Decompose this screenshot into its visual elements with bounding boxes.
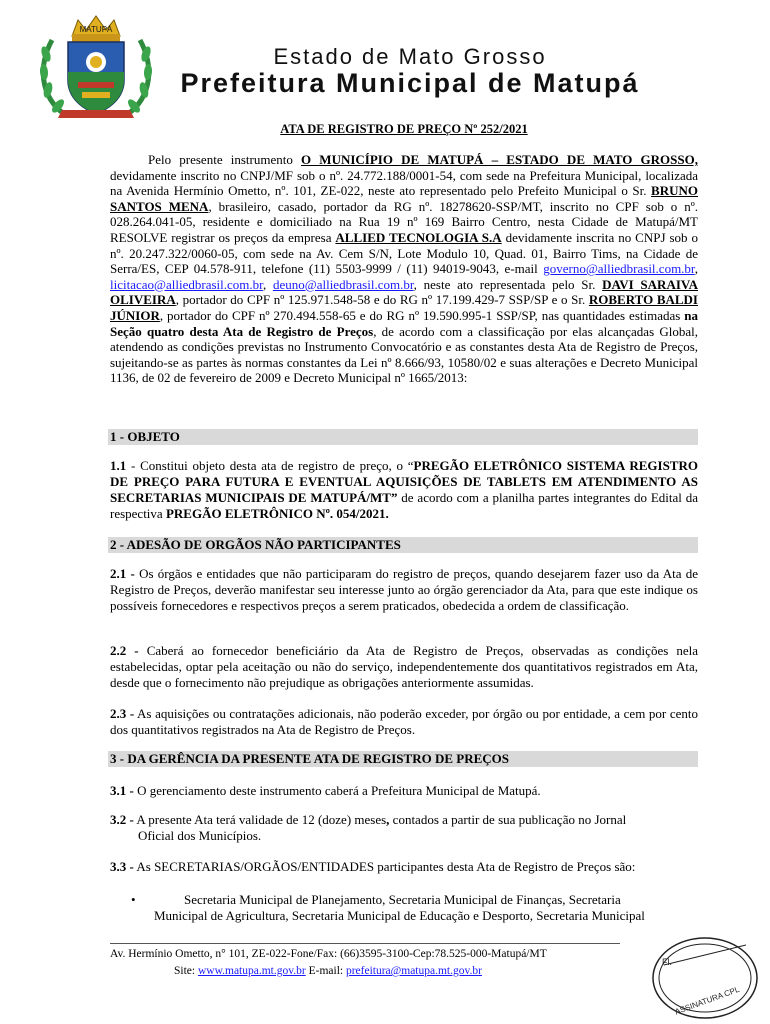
representative-1: DAVI SARAIVA OLIVEIRA	[110, 276, 698, 308]
signature-stamp	[650, 935, 760, 1021]
coat-label: MATUPÁ	[79, 25, 113, 34]
municipality-name: Prefeitura Municipal de Matupá	[180, 68, 640, 98]
prefeito-name: BRUNO SANTOS MENA	[110, 183, 698, 214]
coat-of-arms-icon	[34, 10, 158, 122]
stamp-text: ASSINATURA CPL	[673, 984, 741, 1017]
section-heading-adesao: 2 - ADESÃO DE ORGÃOS NÃO PARTICIPANTES	[108, 537, 698, 553]
clause-1-1: 1.1 - Constitui objeto desta ata de registro de preço, o “PREGÃO ELETRÔNICO SISTEMA REGISTRO DE PREÇO PARA FUTURA E EVENTUAL AQUISIÇÕES DE TABLETS EM ATENDIMENTO AS SECRETARIAS MUNICIPAIS DE MATUPÁ/MT” de acordo com a planilha partes integrantes do Edital da respectiva PREGÃO ELETRÔNICO Nº. 054/2021.	[110, 458, 698, 521]
email-link-deuno[interactable]: deuno@alliedbrasil.com.br	[272, 276, 414, 292]
stamp-fl: Fl.	[662, 957, 672, 967]
intro-paragraph: Pelo presente instrumento O MUNICÍPIO DE MATUPÁ – ESTADO DE MATO GROSSO, devidamente inscrito no CNPJ/MF sob o nº. 24.772.188/0001-54, com sede na Prefeitura Municipal, localizada na Avenida Hermínio Ometto, nº. 101, ZE-022, neste ato representado pelo Prefeito Municipal o Sr. BRUNO SANTOS MENA, brasileiro, casado, portador da RG nº. 18278620-SSP/MT, inscrito no CPF sob o nº. 028.264.041-05, residente e domiciliado na Rua 19 nº 169 Bairro Centro, nesta Cidade de Matupá/MT RESOLVE registrar os preços da empresa ALLIED TECNOLOGIA S.A devidamente inscrita no CNPJ sob o nº. 20.247.322/0060-05, com sede na Av. Cem S/N, Lote Modulo 10, Quad. 01, Bairro Tims, na Cidade de Serra/ES, CEP 04.578-911, telefone (11) 5503-9999 / (11) 94019-9043, e-mail governo@alliedbrasil.com.br, licitacao@alliedbrasil.com.br, deuno@alliedbrasil.com.br, neste ato representada pelo Sr. DAVI SARAIVA OLIVEIRA, portador do CPF nº 125.971.548-58 e do RG nº 17.199.429-7 SSP/SP e o Sr. ROBERTO BALDI JÚNIOR, portador do CPF nº 270.494.558-65 e do RG nº 19.590.995-1 SSP/SP, nas quantidades estimadas na Seção quatro desta Ata de Registro de Preços, de acordo com a classificação por elas alcançadas Global, atendendo as condições previstas no Instrumento Convocatório e as constantes desta Ata de Registro de Preços, sujeitando-se as partes às normas constantes da Lei nº 8.666/93, 10580/02 e suas alterações e Decreto Municipal 1136, de 02 de fevereiro de 2009 e Decreto Municipal nº 1665/2013:	[110, 152, 698, 386]
section-heading-gerencia: 3 - DA GERÊNCIA DA PRESENTE ATA DE REGISTRO DE PREÇOS	[108, 751, 698, 767]
site-link[interactable]: www.matupa.mt.gov.br	[197, 965, 306, 977]
clause-3-2: 3.2 - A presente Ata terá validade de 12 (doze) meses, contados a partir de sua publicação no Jornal Oficial dos Municípios.	[110, 812, 627, 843]
municipio-name: O MUNICÍPIO DE MATUPÁ – ESTADO DE MATO GROSSO,	[301, 152, 698, 167]
clause-2-2: 2.2 - Caberá ao fornecedor beneficiário da Ata de Registro de Preços, observadas as condições nela estabelecidas, optar pela aceitação ou não do serviço, independentemente dos quantitativos registrados em Ata, desde que o fornecimento não prejudique as obrigações anteriormente assumidas.	[110, 643, 698, 690]
clause-3-3: 3.3 - As SECRETARIAS/ORGÃOS/ENTIDADES participantes desta Ata de Registro de Preços são:	[110, 859, 636, 874]
company-name: ALLIED TECNOLOGIA S.A	[335, 229, 502, 245]
list-item: Secretaria Municipal de Planejamento, Secretaria Municipal de Finanças, Secretaria Municipal de Agricultura, Secretaria Municipal de Educação e Desporto, Secretaria Municipal	[154, 892, 645, 923]
document-title: ATA DE REGISTRO DE PREÇO Nº 252/2021	[280, 122, 528, 136]
state-name: Estado de Mato Grosso	[273, 44, 547, 69]
section-heading-objeto: 1 - OBJETO	[108, 429, 698, 445]
email-link-prefeitura[interactable]: prefeitura@matupa.mt.gov.br	[345, 965, 482, 977]
footer-contacts: Site: www.matupa.mt.gov.br E-mail: prefeitura@matupa.mt.gov.br	[174, 965, 482, 977]
footer-address: Av. Hermínio Ometto, n° 101, ZE-022-Fone/Fax: (66)3595-3100-Cep:78.525-000-Matupá/MT	[110, 948, 547, 960]
footer-divider	[110, 943, 620, 944]
clause-3-1: 3.1 - O gerenciamento deste instrumento caberá a Prefeitura Municipal de Matupá.	[110, 783, 541, 798]
email-link-governo[interactable]: governo@alliedbrasil.com.br	[543, 261, 695, 277]
clause-2-1: 2.1 - Os órgãos e entidades que não participaram do registro de preços, quando desejarem fazer uso da Ata de Registro de Preços, deverão manifestar seu interesse junto ao órgão gerenciador da Ata, para que este indique os possíveis fornecedores e respectivos preços a serem praticados, obedecida a ordem de classificação.	[110, 566, 698, 613]
email-link-licitacao[interactable]: licitacao@alliedbrasil.com.br	[110, 276, 263, 292]
bullet-icon: •	[131, 892, 136, 907]
clause-2-3: 2.3 - As aquisições ou contratações adicionais, não poderão exceder, por órgão ou por entidade, a cem por cento dos quantitativos registrados na Ata de Registro de Preços.	[110, 706, 698, 737]
representative-2: ROBERTO BALDI JÚNIOR	[110, 292, 698, 323]
